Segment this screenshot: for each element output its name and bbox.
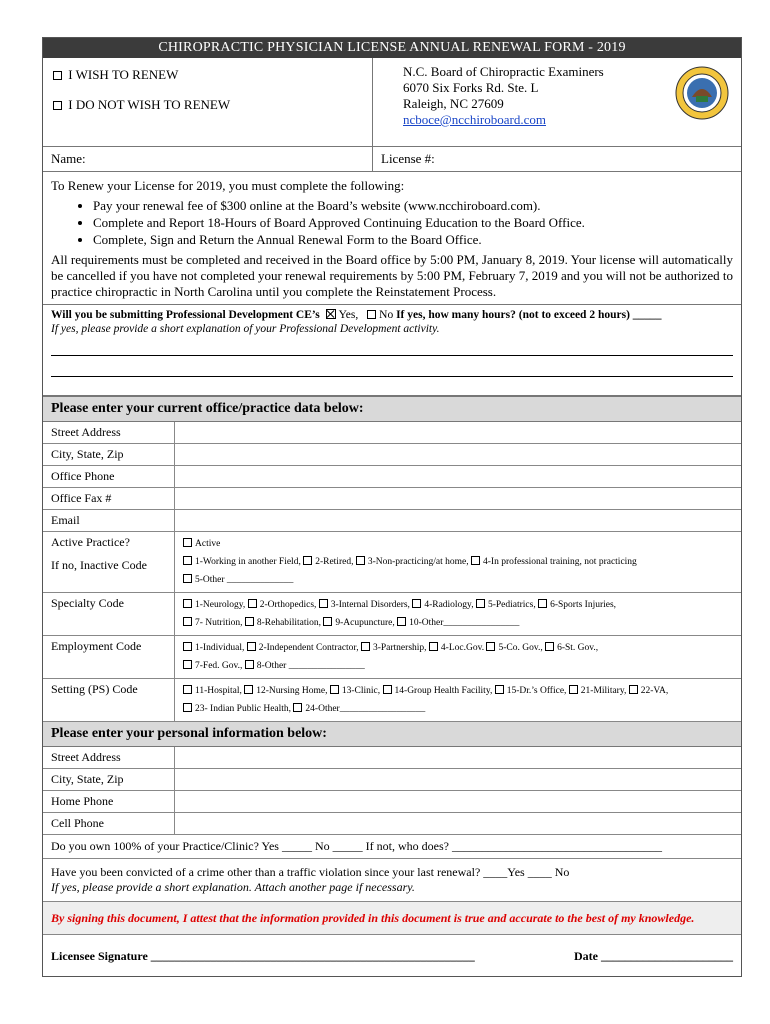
crime-question [43, 859, 741, 902]
board-email-link[interactable]: ncboce@ncchiroboard.com [403, 112, 546, 127]
setting-options [175, 679, 742, 722]
specialty-checkbox[interactable] [183, 617, 192, 626]
specialty-options [175, 593, 742, 636]
profdev-hours: If yes, how many hours? (not to exceed 2 hours) _____ [396, 309, 662, 321]
cell-phone-input[interactable] [175, 813, 742, 835]
table-row [43, 593, 741, 636]
table-row [43, 532, 741, 593]
setting-option: 14-Group Health Facility, [394, 686, 493, 696]
table-row [43, 791, 741, 813]
board-seal-icon [675, 66, 729, 120]
renew-options [43, 58, 373, 146]
table-row [43, 422, 741, 444]
specialty-checkbox[interactable] [323, 617, 332, 626]
table-row [43, 488, 741, 510]
crime-note: If yes, please provide a short explanation. Attach another page if necessary. [51, 880, 415, 894]
header-section [43, 58, 741, 147]
inactive-label: If no, Inactive Code [51, 558, 147, 572]
setting-option: 24-Other__________________ [305, 704, 426, 714]
attestation-text: By signing this document, I attest that the information provided in this document is true and accurate to the best of my knowledge. [43, 902, 741, 935]
board-street: 6070 Six Forks Rd. Ste. L [403, 80, 539, 95]
active-option: Active [195, 539, 221, 549]
board-name: N.C. Board of Chiropractic Examiners [403, 64, 604, 79]
office-table [43, 422, 741, 722]
specialty-option: 8-Rehabilitation, [256, 618, 321, 628]
profdev-no-checkbox[interactable] [367, 310, 376, 319]
option-renew[interactable] [53, 67, 362, 83]
specialty-label: Specialty Code [43, 593, 175, 636]
home-city-label: City, State, Zip [43, 769, 175, 791]
office-email-input[interactable] [175, 510, 742, 532]
inactive-checkbox[interactable] [183, 574, 192, 583]
cell-phone-label: Cell Phone [43, 813, 175, 835]
setting-option: 23- Indian Public Health, [195, 704, 292, 714]
employment-option: 7-Fed. Gov., [195, 661, 243, 671]
specialty-checkbox[interactable] [319, 599, 328, 608]
inactive-option: 5-Other ______________ [195, 575, 294, 585]
table-row [43, 444, 741, 466]
inactive-checkbox[interactable] [356, 556, 365, 565]
office-city-input[interactable] [175, 444, 742, 466]
specialty-option: 7- Nutrition, [195, 618, 243, 628]
employment-checkbox[interactable] [183, 642, 192, 651]
signature-field[interactable]: Licensee Signature ______________________________________________________ [51, 949, 475, 963]
setting-checkbox[interactable] [569, 685, 578, 694]
setting-checkbox[interactable] [383, 685, 392, 694]
employment-option: 5-Co. Gov., [498, 643, 543, 653]
office-street-label: Street Address [43, 422, 175, 444]
specialty-checkbox[interactable] [183, 599, 192, 608]
office-email-label: Email [43, 510, 175, 532]
active-checkbox[interactable] [183, 538, 192, 547]
form-title: CHIROPRACTIC PHYSICIAN LICENSE ANNUAL RENEWAL FORM - 2019 [43, 38, 741, 58]
professional-development [43, 305, 741, 396]
setting-checkbox[interactable] [330, 685, 339, 694]
inactive-checkbox[interactable] [183, 556, 192, 565]
specialty-option: 1-Neurology, [195, 600, 246, 610]
profdev-line-1[interactable] [51, 341, 733, 356]
employment-checkbox[interactable] [361, 642, 370, 651]
table-row [43, 466, 741, 488]
specialty-checkbox[interactable] [245, 617, 254, 626]
employment-option: 4-Loc.Gov. [440, 643, 485, 653]
renew-item: • Pay your renewal fee of $300 online at the Board’s website (www.ncchiroboard.com). [93, 198, 733, 214]
specialty-checkbox[interactable] [248, 599, 257, 608]
setting-checkbox[interactable] [183, 685, 192, 694]
setting-checkbox[interactable] [183, 703, 192, 712]
name-license-row [43, 147, 741, 172]
specialty-option: 3-Internal Disorders, [330, 600, 410, 610]
option-not-renew[interactable] [53, 97, 362, 113]
signature-row [43, 935, 741, 976]
setting-checkbox[interactable] [293, 703, 302, 712]
personal-table [43, 747, 741, 835]
requirements-text: All requirements must be completed and received in the Board office by 5:00 PM, January 8, 2019. Your license will automatically be cancelled if you have not completed your renewal requirements by 5:00 PM, February 7, 2019 and you will not be authorized to practice chiropractic in North Carolina until you complete the Reinstatement Process. [51, 252, 733, 299]
employment-checkbox[interactable] [245, 660, 254, 669]
active-label-cell [43, 532, 175, 593]
inactive-option: 1-Working in another Field, [195, 557, 301, 567]
employment-option: 3-Partnership, [372, 643, 427, 653]
employment-checkbox[interactable] [247, 642, 256, 651]
renew-checkbox[interactable] [53, 71, 62, 80]
renew-list [51, 198, 733, 248]
setting-checkbox[interactable] [495, 685, 504, 694]
home-phone-label: Home Phone [43, 791, 175, 813]
table-row [43, 679, 741, 722]
not-renew-label: I DO NOT WISH TO RENEW [68, 97, 231, 112]
specialty-checkbox[interactable] [476, 599, 485, 608]
renew-item: • Complete and Report 18-Hours of Board Approved Continuing Education to the Board Office. [93, 215, 733, 231]
personal-section-heading: Please enter your personal information below: [43, 722, 741, 747]
specialty-option: 4-Radiology, [424, 600, 474, 610]
office-section-heading: Please enter your current office/practice data below: [43, 396, 741, 422]
renew-intro: To Renew your License for 2019, you must complete the following: [51, 178, 405, 193]
date-field[interactable]: Date ______________________ [574, 949, 733, 963]
renewal-instructions [43, 172, 741, 305]
active-options [175, 532, 742, 593]
employment-option: 1-Individual, [195, 643, 245, 653]
profdev-yes-label: Yes, [338, 309, 359, 321]
active-label: Active Practice? [51, 535, 130, 549]
inactive-option: 4-In professional training, not practicing [483, 557, 637, 567]
employment-checkbox[interactable] [486, 642, 495, 651]
office-fax-input[interactable] [175, 488, 742, 510]
name-field[interactable]: Name: [43, 147, 373, 171]
employment-options [175, 636, 742, 679]
setting-label: Setting (PS) Code [43, 679, 175, 722]
employment-option: 2-Independent Contractor, [258, 643, 359, 653]
specialty-option: 2-Orthopedics, [259, 600, 317, 610]
renewal-form [42, 37, 742, 977]
setting-checkbox[interactable] [244, 685, 253, 694]
employment-option: 6-St. Gov., [557, 643, 599, 653]
inactive-option: 2-Retired, [315, 557, 354, 567]
employment-checkbox[interactable] [429, 642, 438, 651]
office-phone-input[interactable] [175, 466, 742, 488]
board-address [373, 58, 741, 146]
profdev-explain: If yes, please provide a short explanation of your Professional Development activity. [51, 323, 440, 335]
ownership-question[interactable]: Do you own 100% of your Practice/Clinic? Yes _____ No _____ If not, who does? ___________________________________ [43, 835, 741, 859]
inactive-checkbox[interactable] [303, 556, 312, 565]
not-renew-checkbox[interactable] [53, 101, 62, 110]
specialty-checkbox[interactable] [412, 599, 421, 608]
table-row [43, 769, 741, 791]
setting-option: 22-VA, [640, 686, 669, 696]
home-phone-input[interactable] [175, 791, 742, 813]
profdev-yes-checkbox[interactable] [326, 309, 336, 319]
board-city: Raleigh, NC 27609 [403, 96, 504, 111]
table-row [43, 510, 741, 532]
inactive-option: 3-Non-practicing/at home, [367, 557, 469, 567]
specialty-checkbox[interactable] [397, 617, 406, 626]
specialty-checkbox[interactable] [538, 599, 547, 608]
profdev-line-2[interactable] [51, 362, 733, 377]
setting-option: 13-Clinic, [341, 686, 381, 696]
specialty-option: 9-Acupuncture, [335, 618, 395, 628]
employment-option: 8-Other ________________ [256, 661, 365, 671]
inactive-checkbox[interactable] [471, 556, 480, 565]
office-fax-label: Office Fax # [43, 488, 175, 510]
profdev-no-label: No [379, 309, 394, 321]
profdev-question: Will you be submitting Professional Development CE’s [51, 309, 320, 321]
license-field[interactable]: License #: [381, 151, 435, 166]
home-street-input[interactable] [175, 747, 742, 769]
profdev-question-row [51, 309, 733, 321]
renew-item: • Complete, Sign and Return the Annual Renewal Form to the Board Office. [93, 232, 733, 248]
table-row [43, 747, 741, 769]
setting-option: 11-Hospital, [195, 686, 242, 696]
office-street-input[interactable] [175, 422, 742, 444]
renew-label: I WISH TO RENEW [68, 67, 179, 82]
table-row [43, 636, 741, 679]
office-phone-label: Office Phone [43, 466, 175, 488]
setting-option: 15-Dr.’s Office, [506, 686, 567, 696]
office-city-label: City, State, Zip [43, 444, 175, 466]
setting-option: 21-Military, [580, 686, 627, 696]
setting-checkbox[interactable] [629, 685, 638, 694]
table-row [43, 813, 741, 835]
setting-option: 12-Nursing Home, [256, 686, 328, 696]
specialty-option: 10-Other________________ [409, 618, 520, 628]
home-city-input[interactable] [175, 769, 742, 791]
employment-checkbox[interactable] [183, 660, 192, 669]
employment-checkbox[interactable] [545, 642, 554, 651]
home-street-label: Street Address [43, 747, 175, 769]
specialty-option: 5-Pediatrics, [487, 600, 536, 610]
crime-question-text[interactable]: Have you been convicted of a crime other than a traffic violation since your last renewal? ____Yes ____ No [51, 865, 570, 879]
employment-label: Employment Code [43, 636, 175, 679]
specialty-option: 6-Sports Injuries, [550, 600, 617, 610]
